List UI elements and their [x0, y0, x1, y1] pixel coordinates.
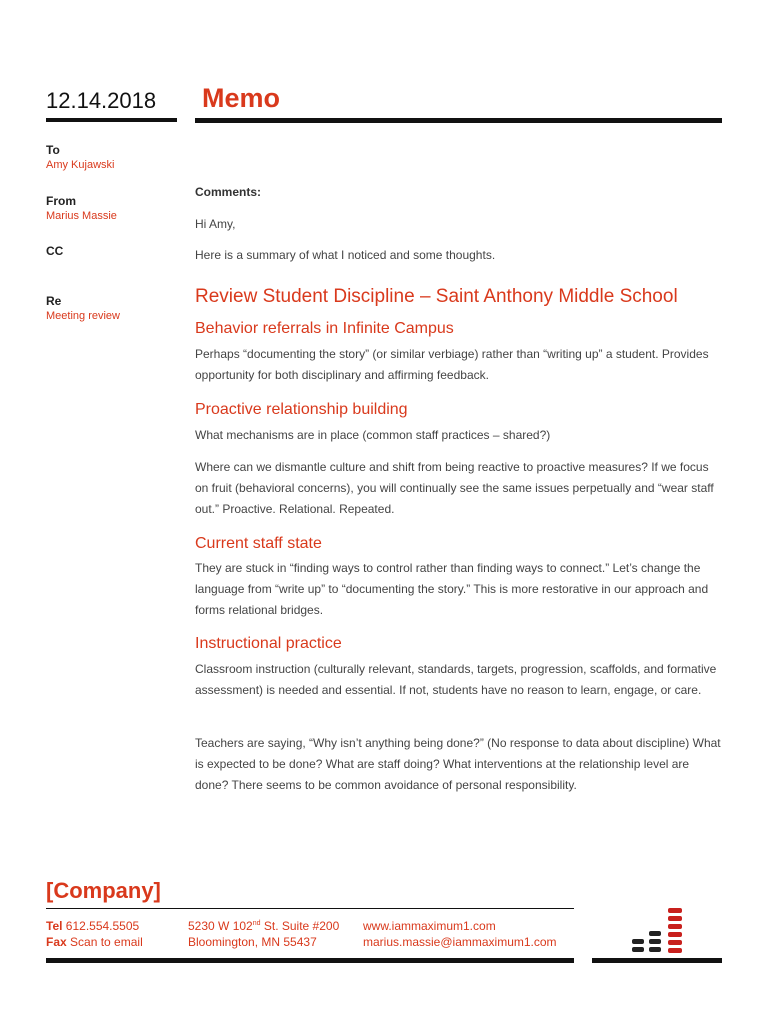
section-paragraph: Teachers are saying, “Why isn’t anything being done?” (No response to data about discipline) What is expected to be done? What are staff doing? What interventions at the relationship level are done? There seems to be common avoidance of personal responsibility. [195, 736, 721, 792]
footer-rule-top [46, 908, 574, 909]
address-block [188, 918, 358, 950]
intro-text: Here is a summary of what I noticed and some thoughts. [195, 248, 496, 262]
logo-bar [668, 908, 682, 913]
section-paragraph: What mechanisms are in place (common staff practices – shared?) [195, 428, 551, 442]
section-heading: Instructional practice [195, 635, 342, 652]
address-city: Bloomington, MN 55437 [188, 935, 317, 949]
logo-rule [592, 958, 722, 963]
section-heading: Behavior referrals in Infinite Campus [195, 320, 454, 337]
address-sup: nd [252, 920, 261, 927]
logo-bar [632, 947, 644, 952]
section-paragraph: Classroom instruction (culturally relevant, standards, targets, progression, scaffolds, and formative assessment) is needed and essential. If not, students have no reason to learn, engage, or care. [195, 662, 717, 697]
email-link[interactable]: marius.massie@iammaximum1.com [363, 935, 557, 949]
logo-bar [668, 916, 682, 921]
from-block [46, 194, 117, 223]
cc-label: CC [46, 244, 64, 258]
section-paragraph: They are stuck in “finding ways to control rather than finding ways to connect.” Let’s change the language from “write up” to “documenting the story.” This is more restorative in our approach and forms relational bridges. [195, 561, 709, 617]
from-label: From [46, 194, 76, 208]
company-name: [Company] [46, 878, 161, 903]
contact-phone-block [46, 918, 186, 950]
comments-label: Comments: [195, 185, 262, 199]
section-paragraph: Where can we dismantle culture and shift from being reactive to proactive measures? If we focus on fruit (behavioral concerns), you will continually see the same issues perpetually and “wear staff out.” Proactive. Relational. Repeated. [195, 460, 714, 516]
main-heading: Review Student Discipline – Saint Anthony Middle School [195, 286, 678, 307]
address-street-rest: St. Suite #200 [260, 919, 340, 933]
memo-date: 12.14.2018 [46, 88, 157, 113]
fax-value: Scan to email [70, 935, 143, 949]
tel-value: 612.554.5505 [65, 919, 140, 933]
re-block [46, 294, 120, 323]
to-label: To [46, 143, 60, 157]
web-block [363, 918, 578, 950]
logo-bar [668, 948, 682, 953]
to-value: Amy Kujawski [46, 159, 115, 171]
footer-rule-bottom [46, 958, 574, 963]
header-rule-left [46, 118, 177, 122]
from-value: Marius Massie [46, 210, 117, 222]
re-label: Re [46, 294, 62, 308]
logo-bar [668, 932, 682, 937]
to-block [46, 143, 114, 172]
company-logo-icon [630, 906, 686, 956]
logo-bar [632, 939, 644, 944]
section-heading: Current staff state [195, 535, 322, 552]
fax-label: Fax [46, 935, 67, 949]
logo-bar [649, 931, 661, 936]
memo-title: Memo [202, 83, 281, 113]
section-heading: Proactive relationship building [195, 401, 408, 418]
header-rule-right [195, 118, 722, 123]
logo-bar [649, 947, 661, 952]
logo-bar [668, 924, 682, 929]
logo-bar [668, 940, 682, 945]
re-value: Meeting review [46, 310, 120, 322]
cc-block [46, 244, 63, 258]
logo-bar [649, 939, 661, 944]
section-paragraph: Perhaps “documenting the story” (or similar verbiage) rather than “writing up” a student. Provides opportunity for both disciplinary and affirming feedback. [195, 347, 709, 382]
tel-label: Tel [46, 919, 63, 933]
greeting: Hi Amy, [195, 217, 236, 231]
website-link[interactable]: www.iammaximum1.com [363, 919, 496, 933]
address-street: 5230 W 102 [188, 919, 253, 933]
